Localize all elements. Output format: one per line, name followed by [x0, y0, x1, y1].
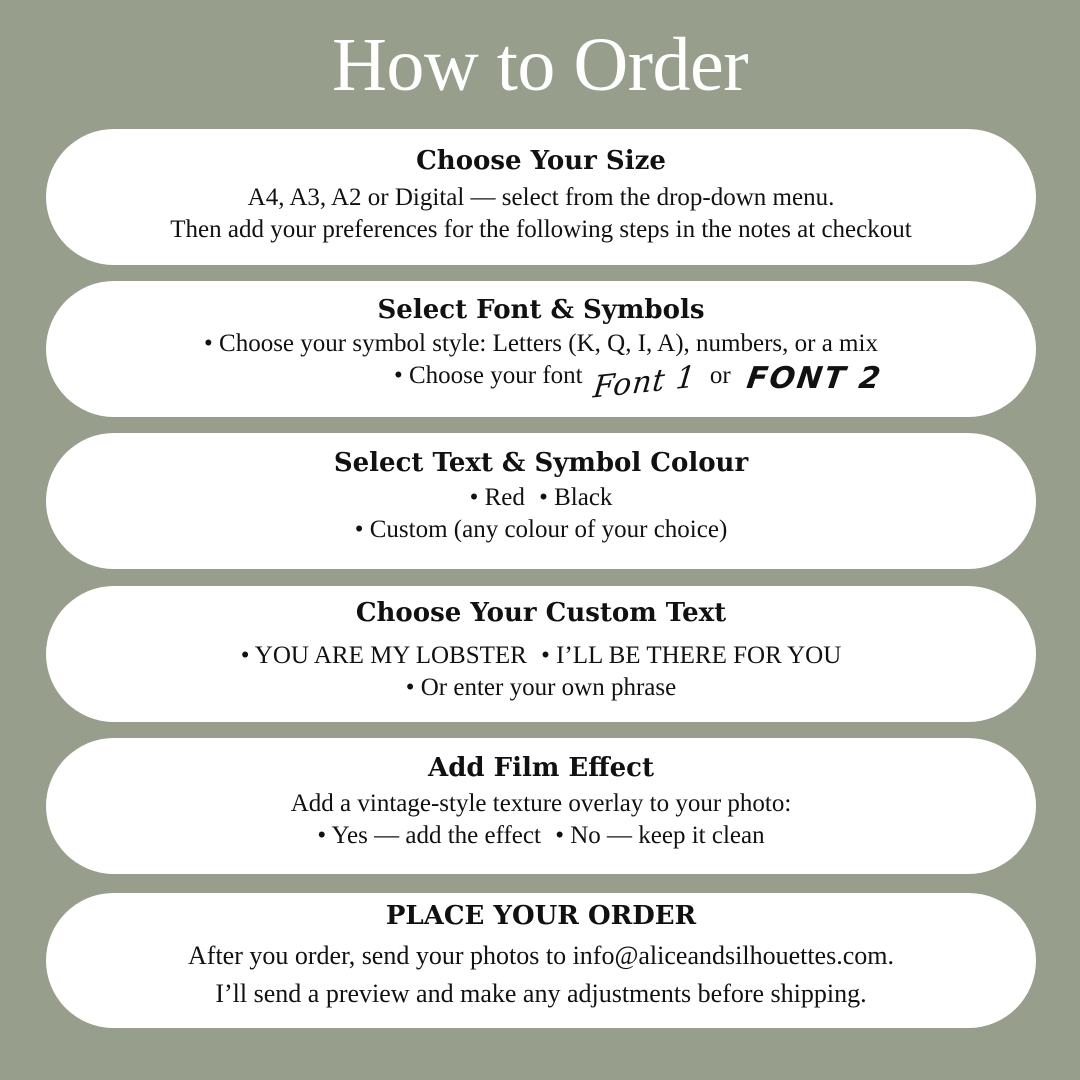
step-heading: Select Font & Symbols [377, 295, 705, 325]
step-custom-text [46, 586, 1036, 722]
colour-options [46, 482, 1036, 514]
step-heading: Choose Your Size [416, 146, 666, 176]
step-heading: PLACE YOUR ORDER [385, 901, 697, 931]
step-text: • Or enter your own phrase [405, 674, 677, 701]
colour-option-red: • Red [469, 484, 525, 511]
step-select-font [46, 281, 1036, 417]
step-text: Add a vintage-style texture overlay to your photo: [290, 790, 792, 817]
step-choose-size [46, 129, 1036, 265]
step-select-colour [46, 433, 1036, 569]
film-option-yes: • Yes — add the effect [317, 822, 541, 849]
step-place-order [46, 893, 1036, 1028]
step-text: After you order, send your photos to info@aliceandsilhouettes.com. [188, 941, 894, 970]
font-choice-label: • Choose your font [394, 362, 583, 389]
film-option-no: • No — keep it clean [555, 822, 765, 849]
step-text: Then add your preferences for the following steps in the notes at checkout [170, 216, 912, 243]
step-text: I’ll send a preview and make any adjustments before shipping. [215, 979, 867, 1008]
step-text: A4, A3, A2 or Digital — select from the drop-down menu. [247, 184, 835, 211]
step-text: • Choose your symbol style: Letters (K, Q, I, A), numbers, or a mix [204, 330, 878, 357]
font-1-sample: Font 1 [591, 359, 698, 406]
font-choice-line [46, 359, 1036, 406]
font-2-sample: FONT 2 [744, 361, 885, 397]
step-film-effect [46, 738, 1036, 874]
or-label: or [709, 362, 731, 389]
film-options [46, 820, 1036, 852]
step-heading: Add Film Effect [428, 753, 654, 783]
text-option-there-for-you: • I’LL BE THERE FOR YOU [541, 642, 842, 669]
text-options [46, 640, 1036, 672]
step-text: • Custom (any colour of your choice) [354, 516, 728, 543]
step-heading: Select Text & Symbol Colour [333, 448, 749, 478]
text-option-lobster: • YOU ARE MY LOBSTER [240, 642, 527, 669]
step-heading: Choose Your Custom Text [355, 598, 727, 628]
colour-option-black: • Black [539, 484, 613, 511]
page-title: How to Order [331, 23, 749, 107]
